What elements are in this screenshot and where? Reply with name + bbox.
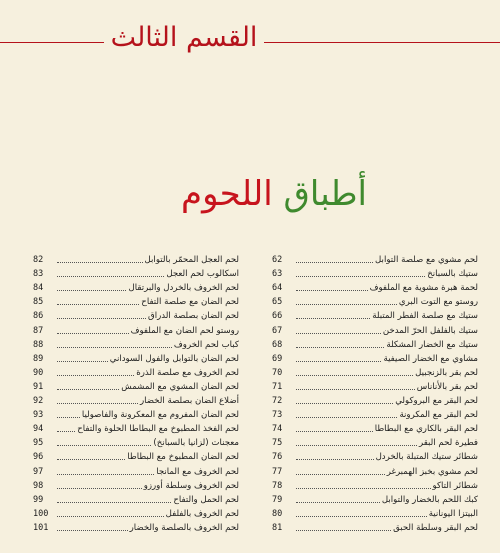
dot-leader xyxy=(57,445,151,446)
dot-leader xyxy=(296,361,381,362)
dot-leader xyxy=(296,530,391,531)
dot-leader xyxy=(57,304,139,305)
toc-entry xyxy=(33,492,239,506)
toc-entry xyxy=(272,407,478,421)
toc-entry-title: لحمة هبرة مشوية مع الملفوف xyxy=(369,283,478,294)
toc-entry-page: 84 xyxy=(33,283,44,294)
toc-entry-page: 94 xyxy=(33,424,44,435)
toc-entry-title: أضلاع الضان بصلصة الخضار xyxy=(139,396,239,407)
toc-entry xyxy=(33,506,239,520)
dot-leader xyxy=(296,375,413,376)
dot-leader xyxy=(296,304,397,305)
dot-leader xyxy=(296,459,374,460)
toc-entry xyxy=(33,435,239,449)
toc-entry-title: اسكالوب لحم العجل xyxy=(166,269,239,280)
chapter-title xyxy=(174,174,374,214)
dot-leader xyxy=(57,530,128,531)
dot-leader xyxy=(57,361,108,362)
dot-leader xyxy=(57,516,164,517)
toc-entry-title: شطائر التاكو xyxy=(432,480,478,491)
toc-entry-title: لحم الفخذ المطبوخ مع البطاطا الحلوة والتفاح xyxy=(77,424,239,435)
toc-entry xyxy=(272,252,478,266)
toc-entry-title: ستيك مع صلصة الفطر المتبلة xyxy=(372,311,478,322)
toc-entry-title: لحم الخروف مع صلصة الذرة xyxy=(136,367,239,378)
toc-entry-page: 79 xyxy=(272,494,283,505)
toc-entry-page: 81 xyxy=(272,522,283,533)
toc-entry-title: لحم الضان بصلصة الدراق xyxy=(148,311,239,322)
toc-entry xyxy=(272,393,478,407)
toc-entry-page: 64 xyxy=(272,283,283,294)
toc-entry-page: 80 xyxy=(272,508,283,519)
toc-entry-page: 71 xyxy=(272,381,283,392)
dot-leader xyxy=(296,445,417,446)
dot-leader xyxy=(296,417,397,418)
toc-entry-page: 100 xyxy=(33,508,49,519)
dot-leader xyxy=(296,318,370,319)
toc-entry-title: لحم بقر بالزنجبيل xyxy=(415,367,478,378)
toc-entry-title: شطائر ستيك المتبلة بالخردل xyxy=(375,452,478,463)
toc-entry xyxy=(272,308,478,322)
toc-entry xyxy=(33,294,239,308)
toc-entry-title: لحم الخروف بالخردل والبرتقال xyxy=(128,283,239,294)
dot-leader xyxy=(296,290,368,291)
toc-entry-page: 92 xyxy=(33,396,44,407)
toc-entry xyxy=(33,520,239,534)
toc-entry xyxy=(272,520,478,534)
toc-entry xyxy=(33,478,239,492)
toc-entry-title: لحم الضان المشوي مع المشمش xyxy=(121,381,239,392)
toc-entry xyxy=(272,280,478,294)
toc-entry-title: لحم الخروف بالصلصة والخضار xyxy=(129,522,239,533)
toc-entry-title: ستيك بالسبانخ xyxy=(427,269,478,280)
dot-leader xyxy=(57,290,126,291)
toc-entry-title: كبك اللحم بالخضار والتوابل xyxy=(381,494,478,505)
toc-entry-page: 91 xyxy=(33,381,44,392)
toc-entry-title: لحم بقر بالأناناس xyxy=(416,381,478,392)
toc-entry-title: لحم الضان بالتوابل والفول السوداني xyxy=(109,353,239,364)
toc-entry-page: 86 xyxy=(33,311,44,322)
toc-entry-page: 96 xyxy=(33,452,44,463)
toc-entry-title: مشاوي مع الخضار الصيفية xyxy=(383,353,478,364)
dot-leader xyxy=(296,403,393,404)
toc-entry xyxy=(33,351,239,365)
dot-leader xyxy=(57,502,171,503)
toc-entry-title: لحم البقر مع البروكولي xyxy=(395,396,478,407)
toc-entry-page: 89 xyxy=(33,353,44,364)
toc-entry xyxy=(272,506,478,520)
toc-entry-page: 93 xyxy=(33,410,44,421)
toc-entry xyxy=(33,322,239,336)
toc-entry xyxy=(272,492,478,506)
dot-leader xyxy=(57,347,172,348)
toc-entry-title: لحم البقر مع المكرونة xyxy=(399,410,478,421)
toc-entry-page: 72 xyxy=(272,396,283,407)
toc-entry-page: 90 xyxy=(33,367,44,378)
toc-entry-title: لحم البقر بالكاري مع البطاطا xyxy=(374,424,478,435)
dot-leader xyxy=(296,474,385,475)
dot-leader xyxy=(57,318,146,319)
toc-entry-title: لحم الضان المطبوخ مع البطاطا xyxy=(127,452,239,463)
dot-leader xyxy=(57,417,80,418)
toc-entry xyxy=(272,449,478,463)
toc-entry xyxy=(33,308,239,322)
dot-leader xyxy=(296,488,431,489)
dot-leader xyxy=(296,347,384,348)
toc-entry xyxy=(272,379,478,393)
dot-leader xyxy=(296,276,425,277)
toc-entry xyxy=(272,337,478,351)
toc-entry-title: لحم الخروف مع المانجا xyxy=(156,466,239,477)
toc-entry-page: 73 xyxy=(272,410,283,421)
toc-entry-page: 82 xyxy=(33,255,44,266)
toc-entry-page: 75 xyxy=(272,438,283,449)
toc-entry xyxy=(33,280,239,294)
toc-entry-page: 63 xyxy=(272,269,283,280)
dot-leader xyxy=(57,403,138,404)
chapter-title-word2: اللحوم xyxy=(181,174,273,214)
toc-entry-page: 98 xyxy=(33,480,44,491)
toc-entry-page: 74 xyxy=(272,424,283,435)
toc-entry-title: ستيك بالفلفل الحرّ المدخن xyxy=(382,325,478,336)
toc-entry-title: روستو لحم الضان مع الملفوف xyxy=(130,325,239,336)
toc-entry-title: لحم مشوي بخبز الهمبرغر xyxy=(386,466,478,477)
toc-entry-title: لحم الخروف بالفلفل xyxy=(165,508,239,519)
toc-entry-page: 70 xyxy=(272,367,283,378)
toc-entry-title: روستو مع التوت البري xyxy=(398,297,478,308)
toc-entry xyxy=(33,337,239,351)
toc-entry xyxy=(33,449,239,463)
dot-leader xyxy=(57,389,119,390)
toc-entry xyxy=(272,365,478,379)
toc-entry-page: 85 xyxy=(33,297,44,308)
toc-entry-page: 83 xyxy=(33,269,44,280)
toc-entry xyxy=(33,365,239,379)
dot-leader xyxy=(296,389,415,390)
dot-leader xyxy=(296,431,373,432)
toc-entry-page: 95 xyxy=(33,438,44,449)
dot-leader xyxy=(57,375,134,376)
toc-entry-title: لحم العجل المحمّر بالتوابل xyxy=(144,255,239,266)
toc-entry-title: لحم مشوي مع صلصة التوابل xyxy=(375,255,478,266)
toc-entry-page: 78 xyxy=(272,480,283,491)
toc-entry xyxy=(272,463,478,477)
toc-entry xyxy=(272,294,478,308)
chapter-title-word1: أطباق xyxy=(283,174,367,214)
dot-leader xyxy=(57,276,164,277)
dot-leader xyxy=(57,459,125,460)
toc-entry-page: 62 xyxy=(272,255,283,266)
toc-entry-page: 77 xyxy=(272,466,283,477)
dot-leader xyxy=(296,502,380,503)
toc-entry-title: كباب لحم الخروف xyxy=(173,339,239,350)
dot-leader xyxy=(57,474,154,475)
toc-column-left xyxy=(33,252,239,534)
toc-entry xyxy=(33,463,239,477)
toc-entry-page: 69 xyxy=(272,353,283,364)
toc-entry xyxy=(33,379,239,393)
toc-entry xyxy=(33,393,239,407)
dot-leader xyxy=(296,262,373,263)
toc-entry xyxy=(272,435,478,449)
toc-column-right xyxy=(272,252,478,534)
dot-leader xyxy=(296,516,427,517)
toc-entry-page: 87 xyxy=(33,325,44,336)
toc-entry xyxy=(272,266,478,280)
dot-leader xyxy=(57,488,142,489)
toc-entry-title: البيتزا اليونانية xyxy=(428,508,478,519)
toc-entry xyxy=(33,407,239,421)
toc-entry-title: لحم الخروف وسلطة أورزو xyxy=(143,480,239,491)
toc-entry-page: 68 xyxy=(272,339,283,350)
toc-entry xyxy=(272,351,478,365)
toc-entry-page: 99 xyxy=(33,494,44,505)
toc-entry xyxy=(33,421,239,435)
dot-leader xyxy=(57,431,75,432)
toc-entry-title: معجنات (لزانيا بالسبانخ) xyxy=(153,438,239,449)
dot-leader xyxy=(296,333,381,334)
toc-entry-page: 101 xyxy=(33,522,49,533)
dot-leader xyxy=(57,262,143,263)
toc-entry xyxy=(33,252,239,266)
toc-entry-page: 66 xyxy=(272,311,283,322)
toc-entry xyxy=(33,266,239,280)
toc-entry-page: 97 xyxy=(33,466,44,477)
dot-leader xyxy=(57,333,129,334)
toc-entry-page: 88 xyxy=(33,339,44,350)
toc-entry-title: ستيك مع الخضار المشكلة xyxy=(386,339,478,350)
section-title: القسم الثالث xyxy=(104,18,264,58)
toc-entry-title: لحم البقر وسلطة الحبق xyxy=(393,522,478,533)
toc-entry-page: 65 xyxy=(272,297,283,308)
toc-entry xyxy=(272,421,478,435)
toc-entry-title: لحم الضان المفروم مع المعكرونة والفاصوليا xyxy=(81,410,239,421)
toc-entry xyxy=(272,478,478,492)
toc-entry-title: فطيرة لحم البقر xyxy=(418,438,478,449)
toc-entry xyxy=(272,322,478,336)
toc-entry-title: لحم الحمل والتفاح xyxy=(173,494,239,505)
toc-entry-page: 76 xyxy=(272,452,283,463)
toc-entry-title: لحم الضان مع صلصة التفاح xyxy=(141,297,239,308)
toc-entry-page: 67 xyxy=(272,325,283,336)
